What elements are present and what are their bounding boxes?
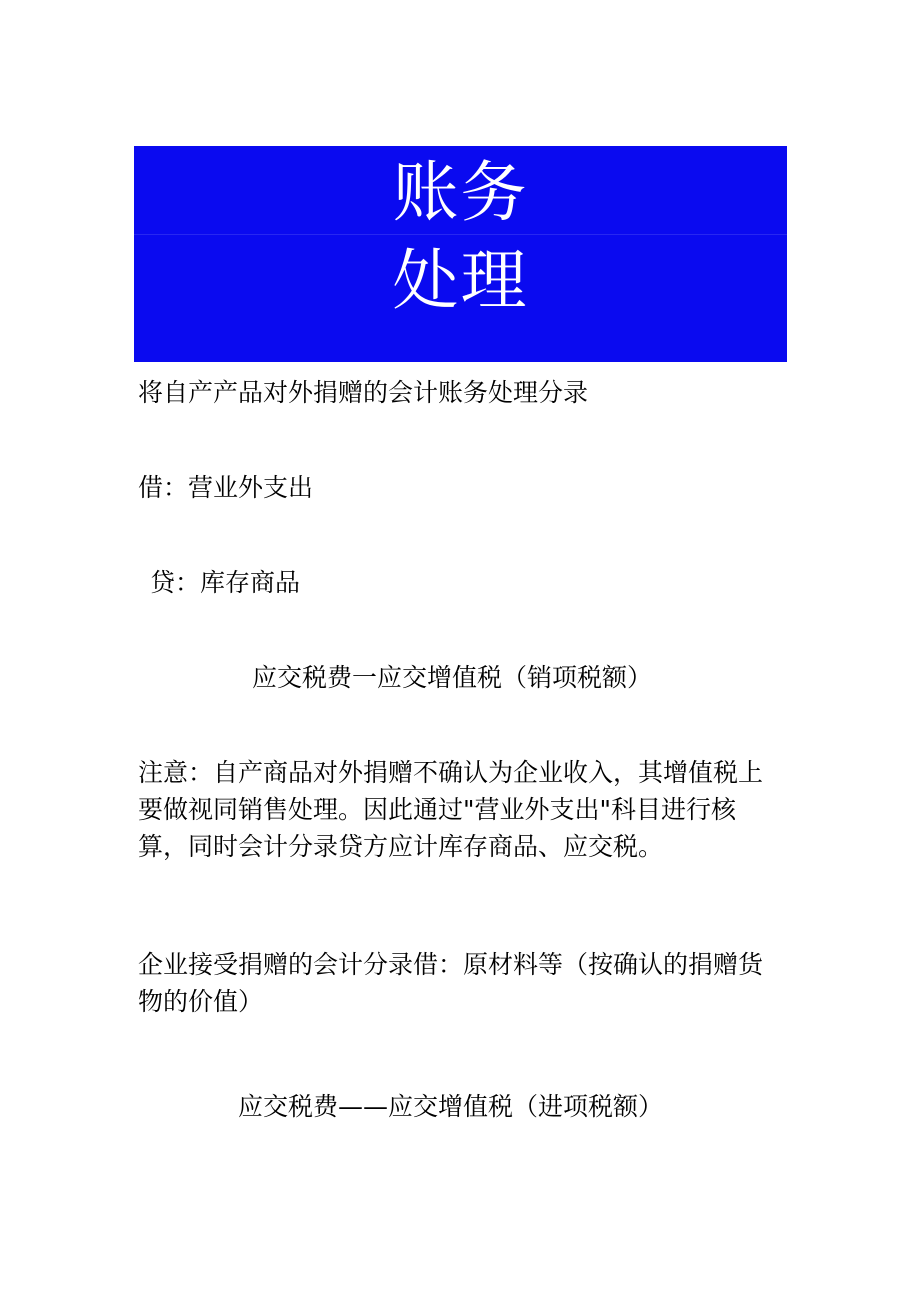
input-tax-sub-entry: 应交税费——应交增值税（进项税额） xyxy=(238,1092,664,1121)
donation-received-paragraph: 企业接受捐赠的会计分录借：原材料等（按确认的捐赠货物的价值） xyxy=(138,950,764,1016)
title-banner xyxy=(134,146,787,362)
banner-divider xyxy=(134,234,787,235)
debit-entry: 借：营业外支出 xyxy=(138,473,314,502)
credit-sub-entry: 应交税费一应交增值税（销项税额） xyxy=(252,663,653,692)
credit-entry: 贷：库存商品 xyxy=(150,568,301,597)
title-line-1: 账务 xyxy=(392,154,529,231)
title-line-2: 处理 xyxy=(392,242,529,319)
note-paragraph: 注意：自产商品对外捐赠不确认为企业收入，其增值税上要做视同销售处理。因此通过"营业外支出"科目进行核算，同时会计分录贷方应计库存商品、应交税。 xyxy=(138,758,764,861)
section-heading: 将自产产品对外捐赠的会计账务处理分录 xyxy=(138,378,589,407)
